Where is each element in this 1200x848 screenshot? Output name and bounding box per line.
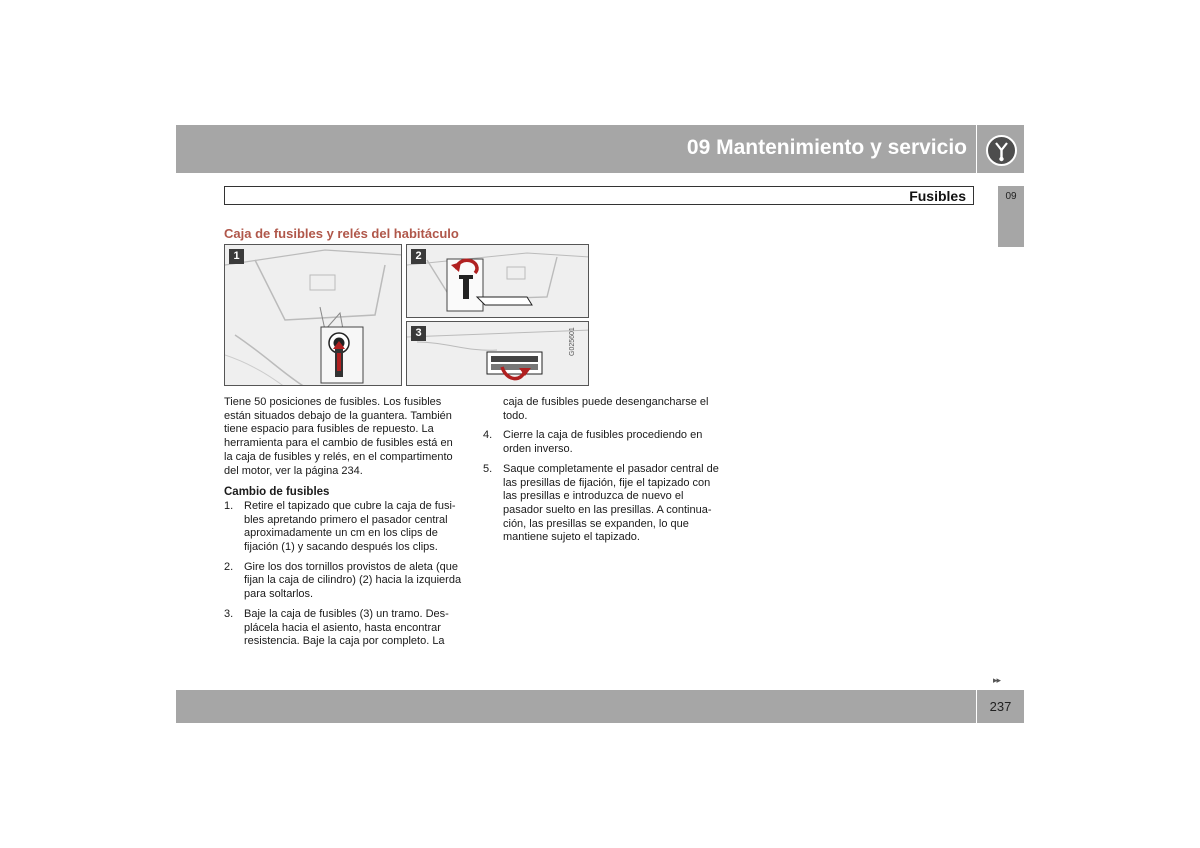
list-item [483, 463, 721, 545]
list-item-text: Retire el tapizado que cubre la caja de fusi-bles apretando primero el pasador central aproximadamente un cm en los clips de fijación (1) y sacando después los clips. [244, 499, 456, 554]
steps-heading: Cambio de fusibles [224, 486, 330, 499]
footer-band [176, 690, 976, 723]
figure-3 [406, 321, 589, 386]
list-item-number: 3. [224, 607, 234, 620]
side-tab-label: 09 [1005, 191, 1017, 202]
list-item-number: 5. [483, 462, 493, 475]
wrench-icon [986, 135, 1017, 166]
subheading: Caja de fusibles y relés del habitáculo [224, 226, 459, 241]
chapter-side-tab [998, 186, 1024, 247]
figure-3-illustration [407, 322, 589, 386]
text-column-1 [224, 396, 462, 655]
list-item [224, 561, 462, 602]
list-item-number: 4. [483, 429, 493, 442]
section-bar [224, 186, 974, 205]
figure-2 [406, 244, 589, 318]
list-item [224, 608, 462, 649]
list-item-text: Cierre la caja de fusibles procediendo en orden inverso. [503, 429, 703, 456]
chapter-icon-box [977, 125, 1024, 173]
figure-2-illustration [407, 245, 589, 318]
page-number: 237 [989, 699, 1012, 714]
list-item-number: 1. [224, 499, 234, 512]
text-column-2 [483, 396, 721, 551]
section-title: Fusibles [909, 188, 966, 204]
continue-arrows-icon: ▸▸ [993, 675, 1001, 685]
list-item-number: 2. [224, 560, 234, 573]
figure-1 [224, 244, 402, 386]
list-item [224, 500, 462, 555]
figure-code: G025601 [569, 327, 576, 356]
figure-label-1: 1 [229, 249, 244, 264]
figure-label-2: 2 [411, 249, 426, 264]
intro-paragraph: Tiene 50 posiciones de fusibles. Los fusibles están situados debajo de la guantera. También tiene espacio para fusibles de repuesto. La herramienta para el cambio de fusibles está en la caja de fusibles y relés, en el compartimento del motor, ver la página 234. [224, 396, 453, 477]
list-item-continuation: caja de fusibles puede desengancharse el todo. [503, 396, 709, 422]
figure-1-illustration [225, 245, 402, 386]
list-item [483, 429, 721, 456]
list-item-text: Saque completamente el pasador central de las presillas de fijación, fije el tapizado con las presillas e introduzca de nuevo el pasador suelto en las presillas. A continua-ción, las presillas se expanden, lo que mantiene sujeto el tapizado. [503, 462, 719, 544]
page-number-box [977, 690, 1024, 723]
figure-label-3: 3 [411, 326, 426, 341]
chapter-title: 09 Mantenimiento y servicio [686, 136, 967, 159]
list-item-text: Gire los dos tornillos provistos de aleta (que fijan la caja de cilindro) (2) hacia la izquierda para soltarlos. [244, 560, 462, 601]
list-item-text: Baje la caja de fusibles (3) un tramo. Des-plácela hacia el asiento, hasta encontrar resistencia. Baje la caja por completo. La [244, 607, 449, 648]
